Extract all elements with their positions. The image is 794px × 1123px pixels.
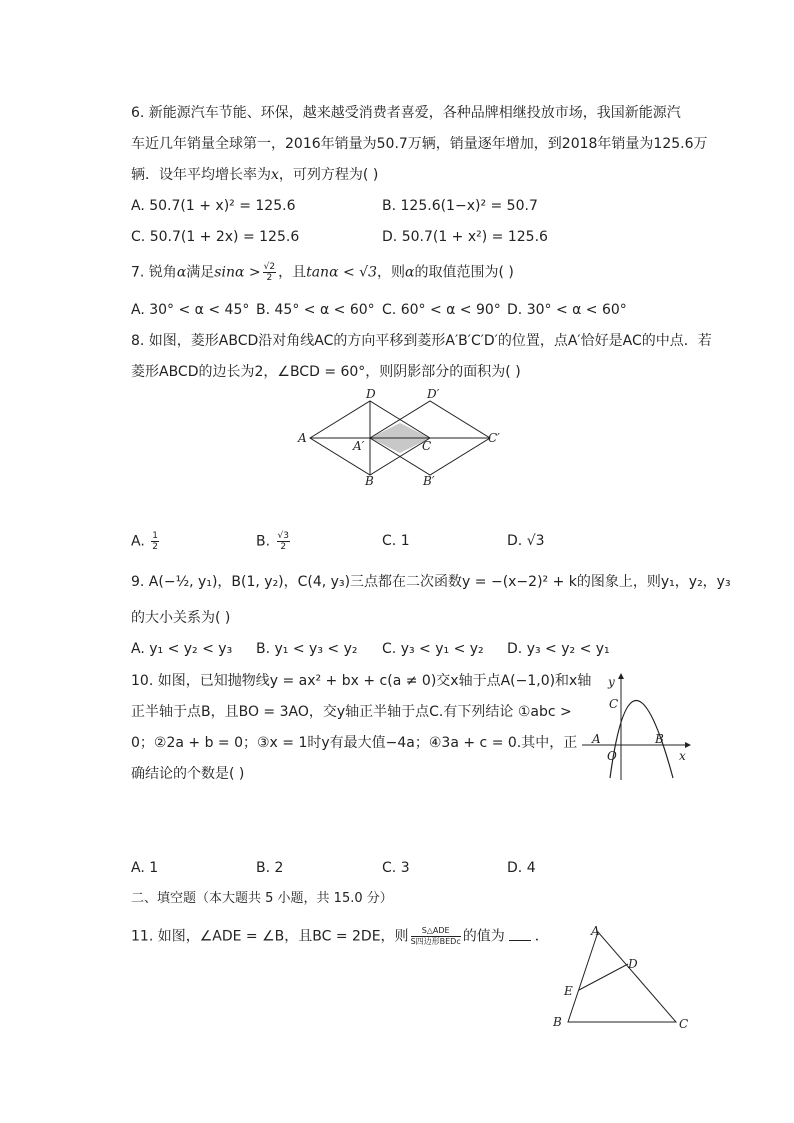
q10-option-d: D. 4 [507,860,536,876]
q9-option-b: B. y₁ < y₃ < y₂ [256,641,358,657]
q11-label-b: B [553,1015,562,1029]
q11-triangle-abc [568,932,676,1022]
q10-label-a: A [592,732,601,746]
q8-line2: 菱形ABCD的边长为2，∠BCD = 60°，则阴影部分的面积为( ) [131,364,521,380]
q6-line1: 6. 新能源汽车节能、环保，越来越受消费者喜爱，各种品牌相继投放市场，我国新能源汽 [131,105,681,121]
q8-label-c: C [422,439,432,453]
q8-label-d: D [366,388,376,401]
q8-label-a: A [298,431,307,445]
q11-answer-blank[interactable] [509,940,531,941]
q7-line: 7. 锐角α满足sinα > $\frac{√2}{2}$ ，且tanα < √3，则α的取值范围为( ) [131,262,514,283]
q10-label-x: x [679,749,686,763]
q10-option-c: C. 3 [382,860,410,876]
q11-line: 11. 如图，∠ADE = ∠B，且BC = 2DE，则 $\frac{\text{S△ADE}}{\text{S四边形BEDc}}$ 的值为 ． [131,926,549,946]
q10-option-a: A. 1 [131,860,159,876]
q8-option-b: B. $\frac{√3}{2}$ [256,531,289,552]
q6-option-b: B. 125.6(1−x)² = 50.7 [382,198,538,214]
q9-line2: 的大小关系为( ) [131,610,231,626]
q8-label-b: B [365,474,374,488]
q8-label-a2: A′ [353,439,365,453]
q11-label-a: A [591,924,600,938]
q10-line3: 0；②2a + b = 0；③x = 1时y有最大值−4a；④3a + c = 0.其中，正 [131,735,578,751]
q7-option-a: A. 30° < α < 45° [131,302,250,318]
q10-label-o: O [607,749,617,763]
q9-option-c: C. y₃ < y₁ < y₂ [382,641,484,657]
q6-line2: 车近几年销量全球第一，2016年销量为50.7万辆，销量逐年增加，到2018年销量为125.6万 [131,136,708,152]
q11-triangle-figure [548,922,698,1032]
q11-label-e: E [564,984,573,998]
q10-line2: 正半轴于点B，且BO = 3AO，交y轴正半轴于点C.有下列结论 ①abc > [131,704,572,720]
q11-fraction: $\frac{\text{S△ADE}}{\text{S四边形BEDc}}$ [410,926,461,946]
q6-var-x: x [271,167,279,183]
q10-label-b: B [655,732,664,746]
q8-rhombus-figure [290,388,510,488]
q6-option-c: C. 50.7(1 + 2x) = 125.6 [131,229,300,245]
q6-line3-a: 辆．设年平均增长率为 [131,167,271,183]
q7-fraction: $\frac{√2}{2}$ [263,262,276,283]
q10-line1: 10. 如图，已知抛物线y = ax² + bx + c(a ≠ 0)交x轴于点A(−1,0)和x轴 [131,673,592,689]
q10-label-c: C [609,697,619,711]
q8-option-a: A. $\frac{1}{2}$ [131,531,158,552]
q8-label-c2: C′ [488,431,500,445]
q9-option-a: A. y₁ < y₂ < y₃ [131,641,233,657]
q8-label-d2: D′ [427,388,440,401]
q7-option-b: B. 45° < α < 60° [256,302,375,318]
q8-line1: 8. 如图，菱形ABCD沿对角线AC的方向平移到菱形A′B′C′D′的位置，点A′恰好是AC的中点．若 [131,333,712,349]
q10-line4: 确结论的个数是( ) [131,766,245,782]
q8-option-d: D. √3 [507,533,545,549]
q11-label-c: C [679,1017,689,1031]
q6-line3 [131,165,378,185]
q10-parabola-figure [578,668,698,786]
q8-label-b2: B′ [423,474,435,488]
q11-label-d: D [628,957,638,971]
q10-option-b: B. 2 [256,860,284,876]
q9-option-d: D. y₃ < y₂ < y₁ [507,641,610,657]
q10-label-y: y [608,675,615,689]
q7-option-d: D. 30° < α < 60° [507,302,627,318]
q8-option-c: C. 1 [382,533,410,549]
q9-line1: 9. A(−½, y₁)，B(1, y₂)，C(4, y₃)三点都在二次函数y = −(x−2)² + k的图象上，则y₁，y₂，y₃ [131,574,731,590]
q6-option-d: D. 50.7(1 + x²) = 125.6 [382,229,548,245]
section-2-heading: 二、填空题（本大题共 5 小题，共 15.0 分） [131,891,393,906]
q6-line3-b: ，可列方程为( ) [278,167,379,183]
q6-option-a: A. 50.7(1 + x)² = 125.6 [131,198,296,214]
q7-option-c: C. 60° < α < 90° [382,302,501,318]
